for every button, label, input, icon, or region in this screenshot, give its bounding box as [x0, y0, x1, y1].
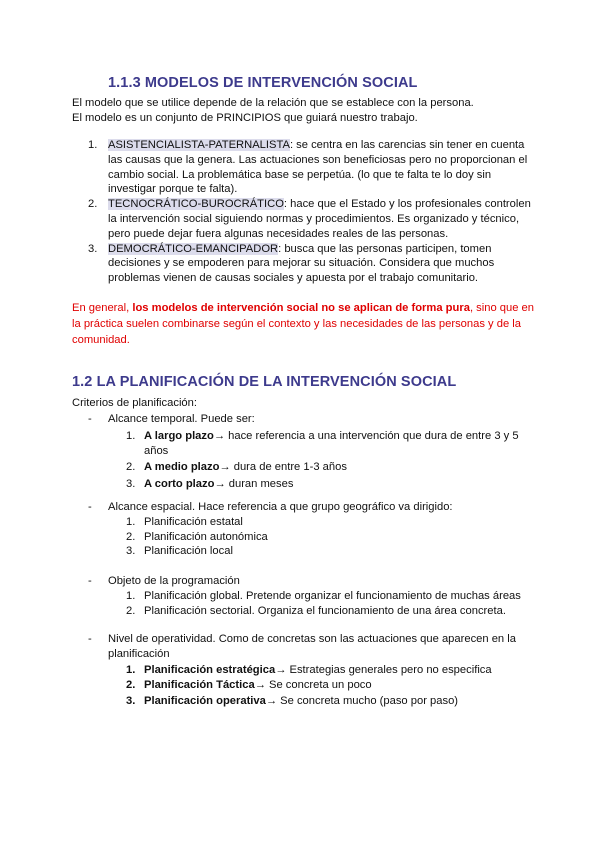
item-text: → Se concreta un poco — [254, 679, 372, 692]
model-description: : hace que el Estado y los profesionales controlen la intervención social siguiendo normas y procedimientos. Es organizado y técnico, pero puede dejar fuera algunas necesidades reales de las personas. — [108, 198, 531, 240]
item-bold-label: A corto plazo — [144, 478, 215, 491]
list-item — [126, 694, 528, 709]
item-bold-label: Planificación Táctica — [144, 679, 255, 692]
criteria-label: Criterios de planificación: — [72, 397, 197, 409]
model-name-highlight: TECNOCRÁTICO-BUROCRÁTICO — [108, 198, 284, 211]
dash-bullet: - — [88, 501, 92, 513]
item-bold-label: A largo plazo — [144, 429, 214, 442]
model-description: : se centra en las carencias sin tener en cuenta las causas que la genera. Las actuaciones son beneficiosas pero no proporcionan el cambio social. La problemática base se perpetúa. (lo que te falta te lo doy sin investigar porque te falta). — [108, 139, 528, 196]
model-name-highlight: DEMOCRÁTICO-EMANCIPADOR — [108, 242, 279, 255]
list-item — [126, 544, 528, 559]
section-title-planificacion: 1.2 LA PLANIFICACIÓN DE LA INTERVENCIÓN SOCIAL — [72, 374, 457, 390]
list-item — [126, 604, 528, 619]
list-item — [88, 197, 536, 241]
list-number: 2. — [126, 461, 136, 474]
list-number: 2. — [126, 530, 136, 543]
item-bold-label: Planificación estratégica — [144, 663, 276, 676]
criteria-group-objeto — [88, 574, 528, 618]
list-item — [126, 477, 528, 492]
item-text: → dura de entre 1-3 años — [219, 461, 347, 474]
note-text: , sino que en la práctica suelen combinarse según el contexto y las necesidades de las personas y de la comunidad. — [72, 302, 535, 346]
list-item — [126, 515, 528, 530]
criteria-heading: Objeto de la programación — [108, 575, 240, 587]
criteria-group-operatividad — [88, 632, 528, 709]
item-text: → hace referencia a una intervención que dura de entre 3 y 5 años — [144, 429, 519, 457]
item-text: Planificación local — [144, 545, 233, 558]
item-bold-label: A medio plazo — [144, 461, 220, 474]
criteria-heading: Alcance espacial. Hace referencia a que grupo geográfico va dirigido: — [108, 501, 453, 513]
list-number: 1. — [126, 429, 136, 442]
list-number: 3. — [126, 545, 136, 558]
dash-bullet: - — [88, 633, 92, 645]
list-number: 1. — [126, 515, 136, 528]
models-list — [88, 138, 536, 286]
list-number: 1. — [126, 589, 136, 602]
list-item — [88, 242, 536, 286]
item-text: Planificación sectorial. Organiza el funcionamiento de una área concreta. — [144, 604, 506, 617]
dash-bullet: - — [88, 575, 92, 587]
list-number: 2. — [126, 604, 136, 617]
intro-line: El modelo es un conjunto de PRINCIPIOS que guiará nuestro trabajo. — [72, 111, 418, 124]
list-number: 2. — [126, 679, 136, 692]
criteria-heading: Nivel de operatividad. Como de concretas son las actuaciones que aparecen en la planificación — [108, 633, 516, 660]
note-bold-text: los modelos de intervención social no se aplican de forma pura — [132, 302, 470, 314]
list-item — [126, 678, 528, 693]
item-text: → Estrategias generales pero no especifica — [275, 663, 492, 676]
dash-bullet: - — [88, 413, 92, 425]
list-number: 3. — [126, 478, 136, 491]
model-name-highlight: ASISTENCIALISTA-PATERNALISTA — [108, 139, 290, 151]
criteria-group-espacial — [88, 500, 528, 559]
list-item — [126, 530, 528, 545]
list-number: 3. — [88, 242, 98, 255]
list-item — [88, 138, 536, 197]
list-number: 1. — [88, 139, 98, 151]
list-number: 2. — [88, 198, 98, 211]
item-text: → duran meses — [214, 478, 294, 491]
item-text: → Se concreta mucho (paso por paso) — [265, 695, 459, 708]
section-title-modelos: 1.1.3 MODELOS DE INTERVENCIÓN SOCIAL — [108, 75, 418, 91]
list-number: 1. — [126, 663, 136, 676]
criteria-heading: Alcance temporal. Puede ser: — [108, 413, 255, 425]
list-item — [126, 663, 528, 678]
list-number: 3. — [126, 695, 136, 708]
item-text: Planificación global. Pretende organizar el funcionamiento de muchas áreas — [144, 589, 521, 602]
intro-paragraph — [72, 96, 542, 126]
intro-line: El modelo que se utilice depende de la relación que se establece con la persona. — [72, 97, 474, 109]
list-item — [126, 589, 528, 604]
item-text: Planificación autonómica — [144, 530, 268, 543]
list-item — [126, 429, 528, 459]
note-text: En general, — [72, 302, 133, 314]
item-text: Planificación estatal — [144, 515, 243, 528]
general-note — [72, 300, 542, 348]
list-item — [126, 460, 528, 475]
item-bold-label: Planificación operativa — [144, 695, 266, 708]
model-description: : busca que las personas participen, tomen decisiones y se empoderen para mejorar su situación. Considera que muchos problemas vienen de causas sociales y apuesta por el trabajo comunitario. — [108, 242, 495, 285]
criteria-group-temporal — [88, 412, 528, 492]
